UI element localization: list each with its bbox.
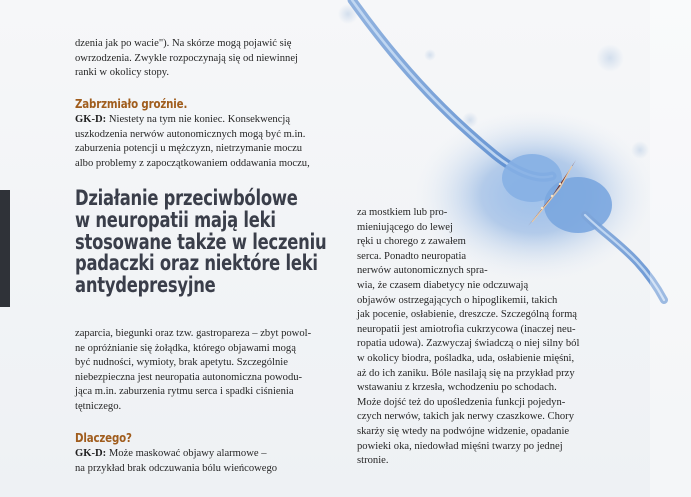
interview-label: GK-D:	[75, 114, 107, 125]
text-line: jak pocenie, osłabienie, dreszcze. Szczególną formą	[357, 309, 578, 321]
text-line: owrzodzenia. Zwykle rozpoczynają się od niewinnej	[75, 52, 298, 64]
text-line: serca. Ponadto neuropatia	[357, 250, 467, 262]
text-line	[75, 447, 277, 462]
text-line: skarży się wtedy na podwójne widzenie, opadanie	[357, 425, 570, 437]
text-line: mieniującego do lewej	[357, 221, 453, 233]
text-line: ne opróżnianie się żołądka, którego objawami mogą	[75, 342, 296, 354]
text-line: dzenia jak po wacie"). Na skórze mogą pojawić się	[75, 38, 292, 49]
text-line: ręki u chorego z zawałem	[357, 236, 466, 248]
text-line: niebezpieczna jest neuropatia autonomiczna powodu-	[75, 371, 303, 383]
pull-quote-line: stosowane także w leczeniu	[75, 229, 327, 254]
pull-quote-line: w neuropatii mają leki	[75, 207, 276, 232]
text-line: stronie.	[357, 455, 389, 467]
text-line: uszkodzenia nerwów autonomicznych mogą być m.in.	[75, 128, 306, 140]
text-line: aż do ich zaniku. Bóle nasilają się na przykład przy	[357, 367, 575, 379]
section1-paragraph	[75, 113, 310, 171]
right-column-paragraph	[357, 206, 579, 469]
pull-quote-line: antydepresyjne	[75, 273, 216, 298]
pull-quote	[75, 188, 326, 297]
interview-label: GK-D:	[75, 448, 107, 459]
text-line: ranki w okolicy stopy.	[75, 67, 170, 79]
text-line: w okolicy biodra, pośladka, uda, osłabienie mięśni,	[357, 352, 575, 364]
text-line: nerwów autonomicznych spra-	[357, 265, 488, 277]
text-line: za mostkiem lub pro-	[357, 207, 448, 218]
text-line: albo problemy z zapoczątkowaniem oddawania moczu,	[75, 157, 310, 169]
text-line: jąca m.in. zaburzenia rytmu serca i spadki ciśnienia	[75, 386, 294, 398]
text-line: być nudności, wymioty, brak apetytu. Szczególnie	[75, 357, 288, 369]
section2-paragraph	[75, 447, 277, 476]
text-line-rest: Może maskować objawy alarmowe –	[108, 448, 267, 459]
text-line: objawów ostrzegających o hipoglikemii, takich	[357, 294, 558, 306]
text-line: wia, że czasem diabetycy nie odczuwają	[357, 279, 529, 291]
text-line: zaburzenia potencji u mężczyzn, nietrzymanie moczu	[75, 143, 303, 155]
text-line: wstawaniu z krzesła, wchodzeniu po schodach.	[357, 382, 557, 394]
text-line: neuropatii jest amiotrofia cukrzycowa (inaczej neu-	[357, 323, 576, 335]
text-line: powieki oka, niedowład mięśni twarzy po jednej	[357, 440, 563, 452]
text-line: ropatia udowa). Zazwyczaj świadczą o niej silny ból	[357, 338, 580, 350]
section-heading-dlaczego: Dlaczego?	[75, 430, 132, 445]
intro-paragraph	[75, 37, 298, 81]
text-line: na przykład brak odczuwania bólu wieńcowego	[75, 462, 278, 474]
pullquote-marker-bar	[0, 190, 10, 307]
text-line: tętniczego.	[75, 400, 122, 412]
text-line	[75, 113, 310, 128]
section-heading-zabrzmialo: Zabrzmiało groźnie.	[75, 96, 188, 111]
text-line: Może dojść też do upośledzenia funkcji pojedyn-	[357, 396, 566, 408]
text-line: zaparcia, biegunki oraz tzw. gastropareza – zbyt powol-	[75, 328, 312, 339]
pull-quote-line: padaczki oraz niektóre leki	[75, 251, 318, 276]
text-line: czych nerwów, takich jak nerwy czaszkowe. Chory	[357, 411, 574, 423]
pull-quote-line: Działanie przeciwbólowe	[75, 186, 298, 210]
autonomic-paragraph	[75, 327, 311, 415]
text-line-rest: Niestety na tym nie koniec. Konsekwencją	[108, 114, 291, 125]
